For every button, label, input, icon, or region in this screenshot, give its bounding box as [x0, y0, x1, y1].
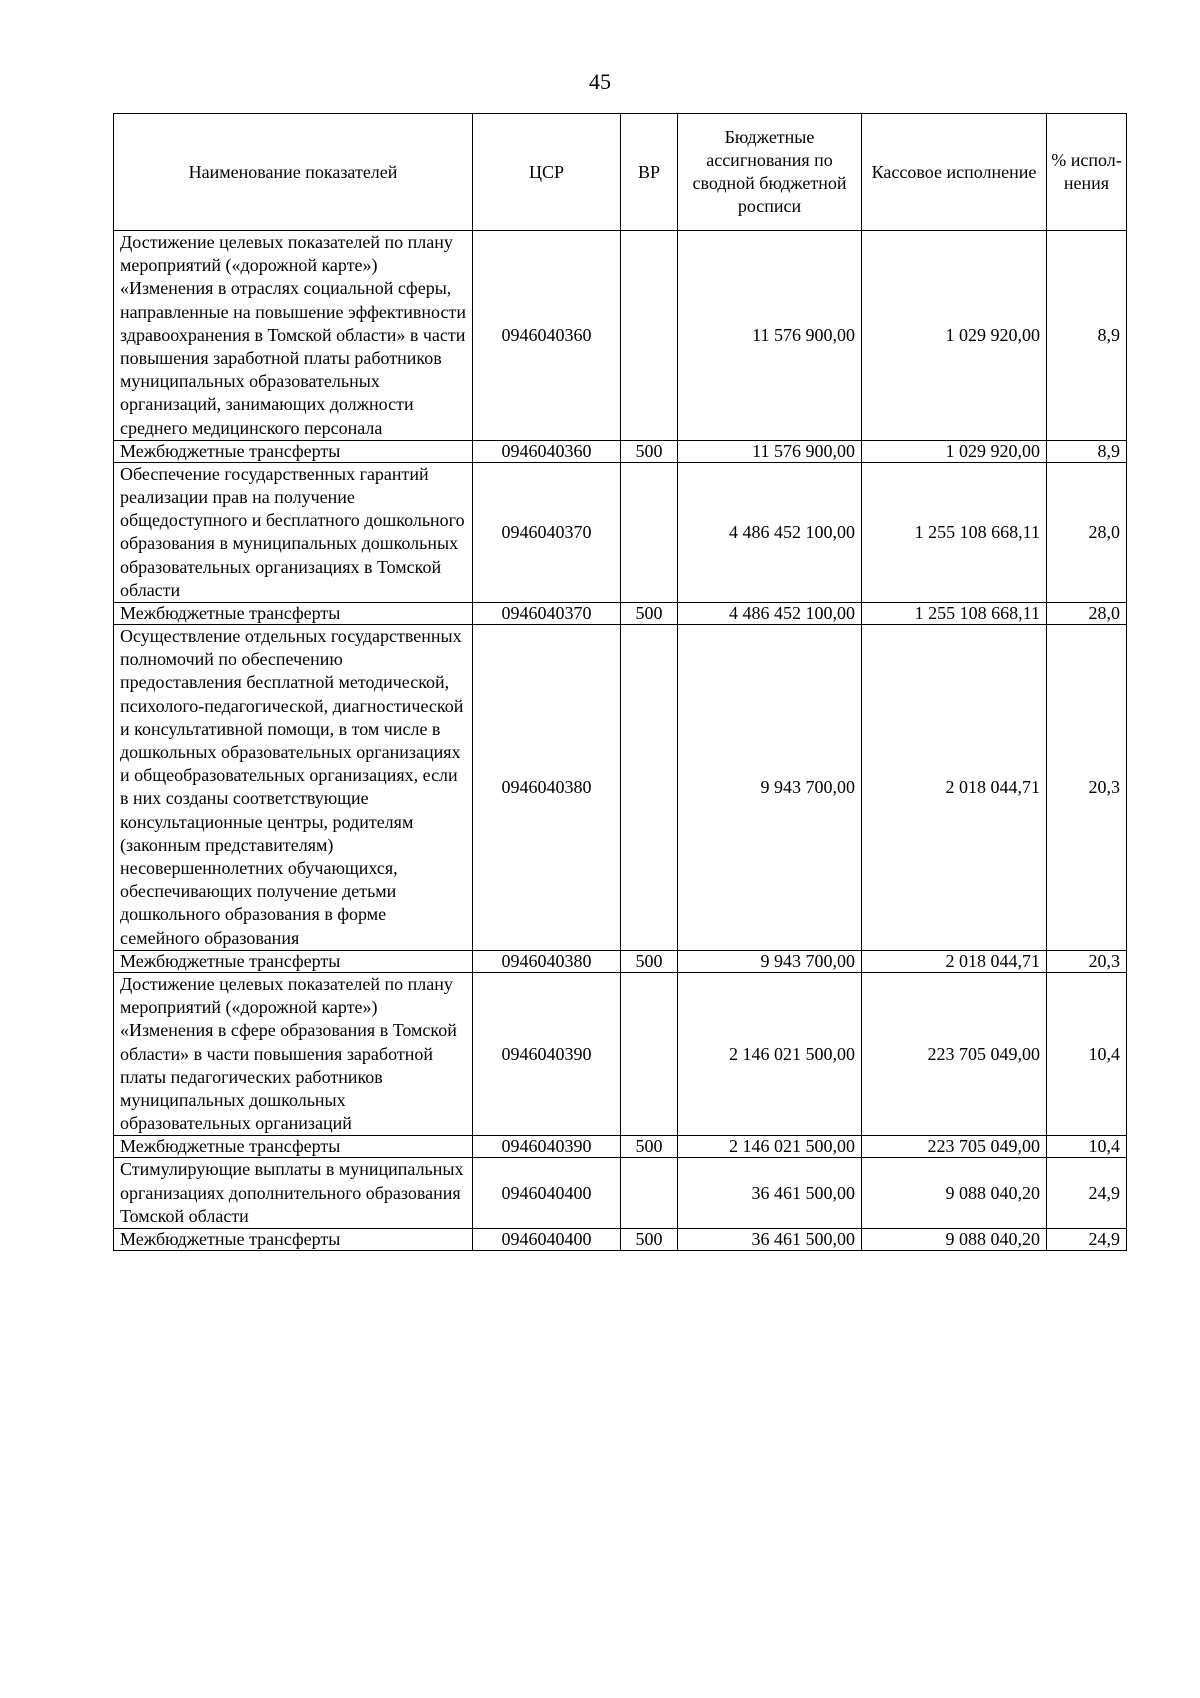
cell-cash: 1 255 108 668,11 — [862, 603, 1047, 625]
cell-budget: 4 486 452 100,00 — [678, 603, 862, 625]
cell-name: Межбюджетные трансферты — [114, 950, 473, 972]
cell-csr: 0946040390 — [473, 1136, 621, 1158]
cell-budget: 9 943 700,00 — [678, 950, 862, 972]
table-row — [114, 625, 1127, 951]
cell-name: Достижение целевых показателей по плану мероприятий («дорожной карте») «Изменения в сфере образования в Томской области» в части повышения заработной платы педагогических работников муниципальных дошкольных образовательных организаций — [114, 972, 473, 1135]
cell-name: Межбюджетные трансферты — [114, 1136, 473, 1158]
cell-cash: 223 705 049,00 — [862, 1136, 1047, 1158]
table-row — [114, 462, 1127, 602]
cell-name: Стимулирующие выплаты в муниципальных организациях дополнительного образования Томской области — [114, 1158, 473, 1229]
cell-csr: 0946040400 — [473, 1228, 621, 1250]
cell-name: Обеспечение государственных гарантий реализации прав на получение общедоступного и бесплатного дошкольного образования в муниципальных дошкольных образовательных организациях в Томской области — [114, 462, 473, 602]
cell-percent: 20,3 — [1047, 950, 1127, 972]
cell-vr: 500 — [621, 440, 678, 462]
cell-vr: 500 — [621, 603, 678, 625]
header-vr: ВР — [621, 114, 678, 231]
cell-cash: 2 018 044,71 — [862, 625, 1047, 951]
header-name: Наименование показателей — [114, 114, 473, 231]
cell-vr: 500 — [621, 1228, 678, 1250]
cell-vr — [621, 462, 678, 602]
cell-budget: 2 146 021 500,00 — [678, 972, 862, 1135]
table-header-row — [114, 114, 1127, 231]
cell-vr — [621, 625, 678, 951]
cell-percent: 28,0 — [1047, 462, 1127, 602]
header-percent: % испол-нения — [1047, 114, 1127, 231]
cell-csr: 0946040370 — [473, 603, 621, 625]
cell-percent: 8,9 — [1047, 440, 1127, 462]
cell-csr: 0946040360 — [473, 440, 621, 462]
header-cash: Кассовое исполнение — [862, 114, 1047, 231]
cell-cash: 1 029 920,00 — [862, 440, 1047, 462]
cell-vr — [621, 231, 678, 441]
table-row — [114, 231, 1127, 441]
cell-cash: 1 029 920,00 — [862, 231, 1047, 441]
cell-csr: 0946040370 — [473, 462, 621, 602]
cell-csr: 0946040390 — [473, 972, 621, 1135]
table-row — [114, 440, 1127, 462]
cell-cash: 223 705 049,00 — [862, 972, 1047, 1135]
cell-name: Межбюджетные трансферты — [114, 440, 473, 462]
cell-vr — [621, 1158, 678, 1229]
cell-percent: 24,9 — [1047, 1158, 1127, 1229]
header-csr: ЦСР — [473, 114, 621, 231]
cell-percent: 24,9 — [1047, 1228, 1127, 1250]
cell-name: Достижение целевых показателей по плану мероприятий («дорожной карте») «Изменения в отраслях социальной сферы, направленные на повышение эффективности здравоохранения в Томской области» в части повышения заработной платы работников муниципальных образовательных организаций, занимающих должности среднего медицинского персонала — [114, 231, 473, 441]
cell-csr: 0946040360 — [473, 231, 621, 441]
cell-vr: 500 — [621, 1136, 678, 1158]
table-row — [114, 603, 1127, 625]
cell-csr: 0946040380 — [473, 950, 621, 972]
table-row — [114, 1158, 1127, 1229]
cell-vr — [621, 972, 678, 1135]
cell-percent: 10,4 — [1047, 972, 1127, 1135]
header-budget: Бюджетные ассигнования по сводной бюджетной росписи — [678, 114, 862, 231]
table-row — [114, 1228, 1127, 1250]
budget-execution-table — [113, 113, 1127, 1251]
cell-name: Межбюджетные трансферты — [114, 603, 473, 625]
cell-csr: 0946040380 — [473, 625, 621, 951]
cell-cash: 9 088 040,20 — [862, 1158, 1047, 1229]
cell-name: Межбюджетные трансферты — [114, 1228, 473, 1250]
cell-cash: 2 018 044,71 — [862, 950, 1047, 972]
table-row — [114, 972, 1127, 1135]
cell-name: Осуществление отдельных государственных полномочий по обеспечению предоставления бесплатной методической, психолого-педагогической, диагностической и консультативной помощи, в том числе в дошкольных образовательных организациях и общеобразовательных организациях, если в них созданы соответствующие консультационные центры, родителям (законным представителям) несовершеннолетних обучающихся, обеспечивающих получение детьми дошкольного образования в форме семейного образования — [114, 625, 473, 951]
page-number: 45 — [589, 69, 611, 94]
cell-budget: 36 461 500,00 — [678, 1228, 862, 1250]
table-row — [114, 950, 1127, 972]
cell-percent: 8,9 — [1047, 231, 1127, 441]
table-row — [114, 1136, 1127, 1158]
cell-budget: 36 461 500,00 — [678, 1158, 862, 1229]
cell-budget: 2 146 021 500,00 — [678, 1136, 862, 1158]
cell-budget: 11 576 900,00 — [678, 231, 862, 441]
cell-percent: 10,4 — [1047, 1136, 1127, 1158]
cell-cash: 1 255 108 668,11 — [862, 462, 1047, 602]
cell-budget: 4 486 452 100,00 — [678, 462, 862, 602]
cell-vr: 500 — [621, 950, 678, 972]
cell-percent: 28,0 — [1047, 603, 1127, 625]
cell-budget: 11 576 900,00 — [678, 440, 862, 462]
cell-budget: 9 943 700,00 — [678, 625, 862, 951]
cell-cash: 9 088 040,20 — [862, 1228, 1047, 1250]
cell-percent: 20,3 — [1047, 625, 1127, 951]
cell-csr: 0946040400 — [473, 1158, 621, 1229]
